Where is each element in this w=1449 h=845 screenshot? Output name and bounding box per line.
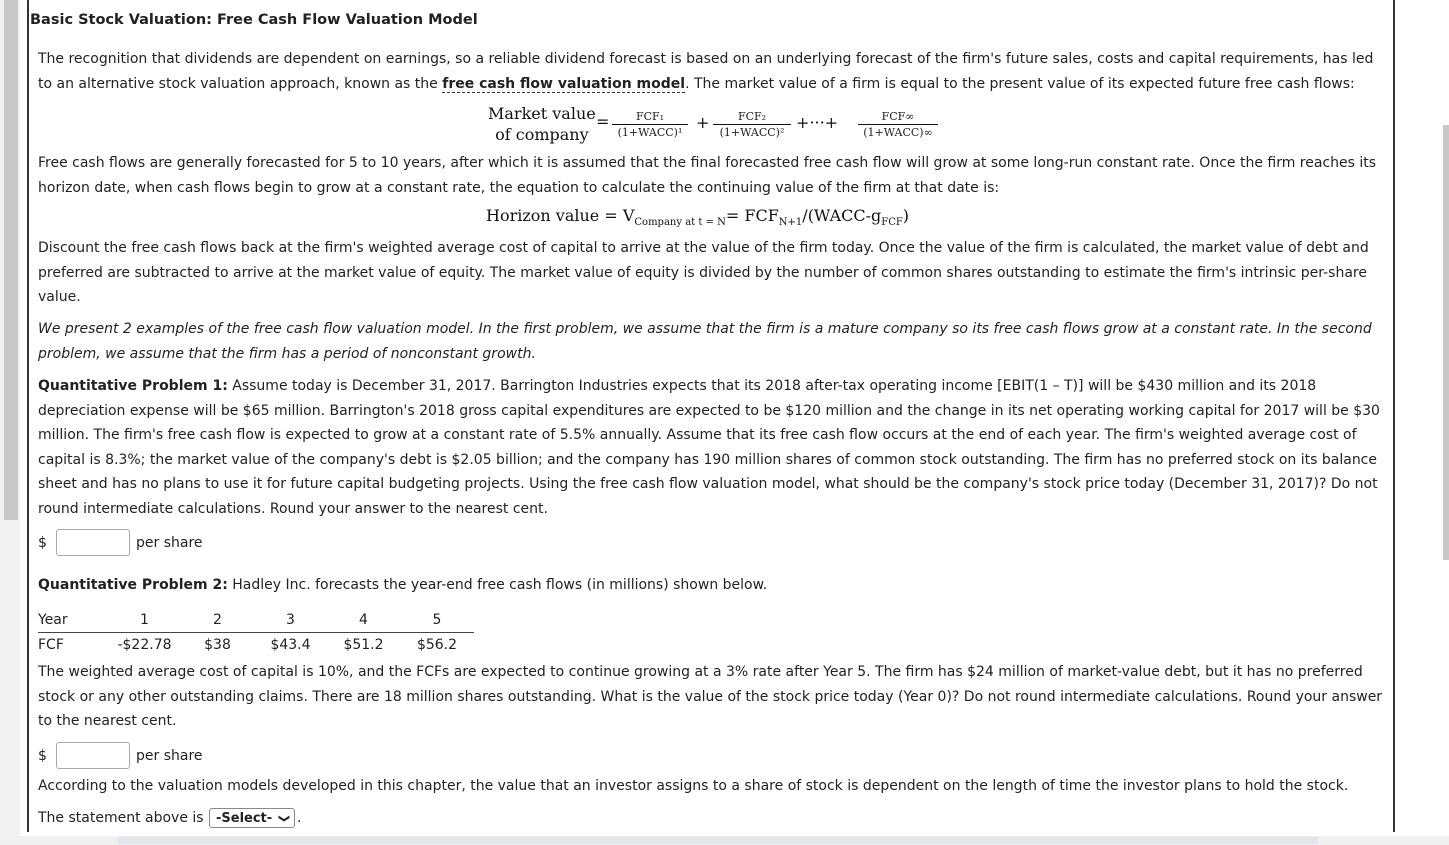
fcf-cell: -$22.78 — [117, 637, 172, 653]
term-1 — [612, 110, 688, 139]
discount-paragraph: Discount the free cash flows back at the firm's weighted average cost of capital to arrive at the value of the firm today. Once the value of the firm is calculated, the market value of debt and preferred are subtracted to arrive at the market value of equity. The market value of equity is divided by the number of common shares outstanding to estimate the firm's intrinsic per-share value. — [38, 240, 1369, 305]
page-title: Basic Stock Valuation: Free Cash Flow Valuation Model — [30, 12, 478, 28]
chevron-down-icon: ❯ — [278, 813, 292, 823]
lhs-line1: Market value — [488, 104, 596, 123]
equation-lhs — [488, 103, 596, 145]
statement-prefix: The statement above is — [38, 810, 204, 826]
left-scroll-track — [0, 0, 20, 845]
problem-1-price-input[interactable] — [56, 529, 130, 556]
horizon-fcf: = FCF — [725, 206, 779, 225]
year-cell: 2 — [181, 608, 254, 633]
fcf-cell: $51.2 — [343, 637, 384, 653]
per-share-label: per share — [136, 534, 203, 551]
fraction-bar — [858, 124, 938, 125]
year-cell: 4 — [327, 608, 400, 633]
ellipsis-plus: +···+ — [796, 113, 839, 132]
horizon-label: Horizon value = V — [486, 206, 635, 225]
fraction-bar — [713, 124, 791, 125]
plus-sign: + — [696, 113, 710, 132]
horizon-value-equation — [486, 206, 909, 228]
left-scrollbar-thumb[interactable] — [4, 0, 18, 520]
holding-period-statement: According to the valuation models developed in this chapter, the value that an investor assigns to a share of stock is dependent on the length of time the investor plans to hold the stock. — [38, 778, 1349, 794]
statement-period: . — [297, 810, 302, 826]
lhs-line2: of company — [495, 125, 589, 144]
table-row — [38, 608, 474, 633]
fcf-cell: $38 — [204, 637, 231, 653]
intro-paragraph — [38, 47, 1388, 96]
horizon-denominator: /(WACC-g — [802, 206, 882, 225]
fcf-cell: $56.2 — [416, 637, 458, 653]
right-scrollbar-thumb[interactable] — [1443, 125, 1449, 560]
term-1-denominator: (1+WACC)¹ — [617, 126, 683, 139]
problem-2-price-input[interactable] — [56, 742, 130, 769]
horizontal-scrollbar — [0, 836, 1449, 845]
year-cell: 3 — [254, 608, 327, 633]
horizon-paragraph: Free cash flows are generally forecasted for 5 to 10 years, after which it is assumed that the final forecasted free cash flow will grow at some long-run constant rate. Once the firm reaches its horizon date, when cash flows begin to grow at a constant rate, the equation to calculate the continuing value of the firm at that date is: — [38, 155, 1377, 196]
dollar-sign: $ — [38, 534, 47, 551]
term-2 — [713, 110, 791, 139]
fraction-bar — [612, 124, 688, 125]
term-infinity-denominator: (1+WACC)∞ — [863, 126, 933, 139]
n-plus-1-subscript: N+1 — [778, 217, 803, 229]
term-2-denominator: (1+WACC)² — [719, 126, 785, 139]
examples-paragraph: We present 2 examples of the free cash flow valuation model. In the first problem, we assume that the firm is a mature company so its free cash flows grow at a constant rate. In the second problem, we assume that the firm has a period of nonconstant growth. — [38, 321, 1372, 362]
problem-1-label: Quantitative Problem 1: — [38, 378, 228, 394]
problem-1-text — [38, 374, 1388, 521]
term-2-numerator: FCF₂ — [737, 110, 767, 123]
dollar-sign: $ — [38, 747, 47, 764]
true-false-select[interactable] — [209, 808, 295, 828]
horizontal-scrollbar-thumb[interactable] — [118, 837, 1318, 844]
table-row — [38, 633, 474, 658]
problem-1-body: Assume today is December 31, 2017. Barrington Industries expects that its 2018 after-tax operating income [EBIT(1 – T)] will be $430 million and its 2018 depreciation expense will be $65 million. Barrington's 2018 gross capital expenditures are expected to be $120 million and the change in its net operating working capital for 2017 will be $30 million. The firm's free cash flow is expected to grow at a constant rate of 5.5% annually. Assume that its free cash flow occurs at the end of each year. The firm's weighted average cost of capital is 8.3%; the market value of the company's debt is $2.05 billion; and the company has 190 million shares of common stock outstanding. The firm has no preferred stock on its balance sheet and has no plans to use it for future capital budgeting projects. Using the free cash flow valuation model, what should be the company's stock price today (December 31, 2017)? Do not round intermediate calculations. Round your answer to the nearest cent. — [38, 378, 1380, 517]
intro-text: The recognition that dividends are dependent on earnings, so a reliable dividend forecast is based on an underlying forecast of the firm's future sales, costs and capital requirements, has led to an alternative stock valuation approach, known as the — [38, 51, 1374, 92]
problem-2-label: Quantitative Problem 2: — [38, 577, 228, 593]
select-value: -Select- — [216, 810, 273, 826]
g-fcf-subscript: FCF — [881, 217, 903, 229]
problem-2-followup: The weighted average cost of capital is 10%, and the FCFs are expected to continue growing at a 3% rate after Year 5. The firm has $24 million of market-value debt, but it has no preferred stock or any other outstanding claims. There are 18 million shares outstanding. What is the value of the stock price today (Year 0)? Do not round intermediate calculations. Round your answer to the nearest cent. — [38, 664, 1383, 729]
year-cell: 1 — [108, 608, 181, 633]
problem-2-answer — [38, 742, 203, 769]
fcf-table — [38, 608, 474, 657]
problem-2-text — [38, 573, 1388, 598]
term-infinity — [858, 110, 938, 139]
fcf-model-link[interactable]: free cash flow valuation model — [442, 75, 686, 92]
problem-2-body: Hadley Inc. forecasts the year-end free cash flows (in millions) shown below. — [227, 577, 768, 593]
fcf-cell: $43.4 — [270, 637, 311, 653]
horizon-subscript: Company at t = N — [634, 217, 726, 229]
term-infinity-numerator: FCF∞ — [881, 110, 915, 123]
per-share-label: per share — [136, 747, 203, 764]
intro-text-end: . The market value of a firm is equal to the present value of its expected future free cash flows: — [685, 75, 1355, 92]
year-header: Year — [38, 608, 108, 633]
year-cell: 5 — [400, 608, 474, 633]
term-1-numerator: FCF₁ — [635, 110, 665, 123]
problem-1-answer — [38, 529, 203, 556]
fcf-header: FCF — [38, 637, 64, 653]
equals-sign: = — [596, 112, 610, 131]
close-paren: ) — [902, 206, 910, 225]
